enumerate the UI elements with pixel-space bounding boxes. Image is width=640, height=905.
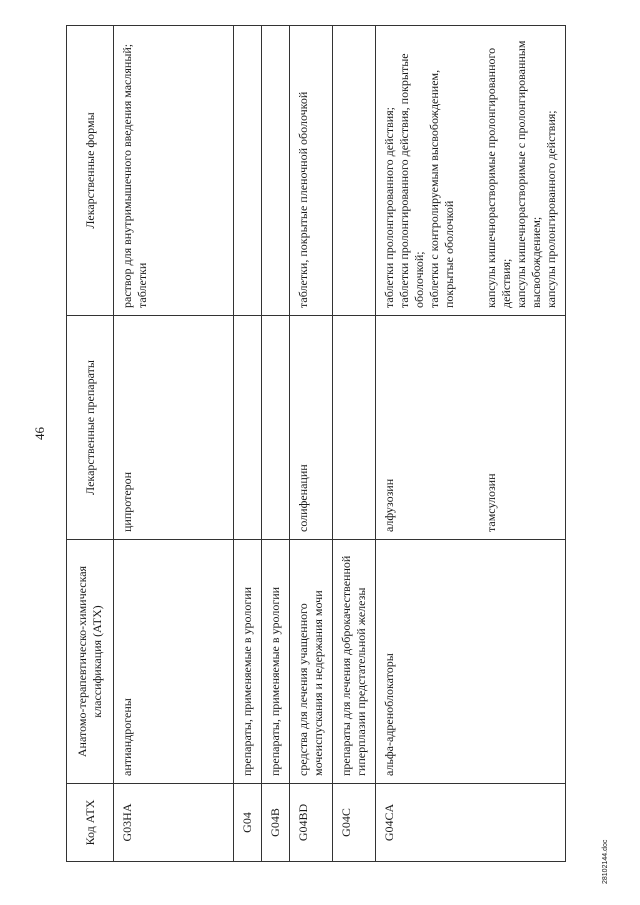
row-classification: альфа-адреноблокаторы xyxy=(376,540,566,784)
row-drug: алфузозин xyxy=(382,478,396,532)
form-line: таблетки xyxy=(135,262,149,308)
header-classification: Анатомо-терапевтическо-химическая классификация (АТХ) xyxy=(67,540,114,784)
row-code: G04CA xyxy=(376,784,566,862)
table-row xyxy=(114,26,234,862)
forms-group-1 xyxy=(382,33,484,308)
row-code: G04BD xyxy=(290,784,333,862)
atx-table xyxy=(66,25,566,862)
row-drug xyxy=(262,316,290,540)
row-drugs-cell xyxy=(376,316,566,540)
row-forms xyxy=(333,26,376,316)
form-line: раствор для внутримышечного введения масляный; xyxy=(120,43,134,308)
row-classification: препараты для лечения доброкачественной гиперплазии предстательной железы xyxy=(333,540,376,784)
form-line: капсулы кишечнорастворимые пролонгированного действия; xyxy=(484,47,513,308)
rotated-page xyxy=(20,10,630,890)
form-line: таблетки пролонгированного действия, покрытые оболочкой; xyxy=(397,53,426,308)
table-row xyxy=(234,26,262,862)
forms-group-2 xyxy=(484,33,559,308)
row-drug xyxy=(333,316,376,540)
row-forms xyxy=(114,26,234,316)
form-line: таблетки с контролируемым высвобождением, покрытые оболочкой xyxy=(427,69,456,308)
header-code: Код АТХ xyxy=(67,784,114,862)
form-line: капсулы пролонгированного действия; xyxy=(544,110,558,308)
header-drugs: Лекарственные препараты xyxy=(67,316,114,540)
footer-filename: 28102144.doc xyxy=(602,839,609,884)
row-forms xyxy=(376,26,566,316)
row-code: G04B xyxy=(262,784,290,862)
form-line: таблетки, покрытые пленочной оболочкой xyxy=(296,91,310,308)
row-classification: средства для лечения учащенного мочеиспускания и недержания мочи xyxy=(290,540,333,784)
form-line: капсулы кишечнорастворимые с пролонгированным высвобождением; xyxy=(514,40,543,308)
table-row xyxy=(376,26,566,862)
table-header-row xyxy=(67,26,114,862)
row-code: G03HA xyxy=(114,784,234,862)
row-forms xyxy=(234,26,262,316)
table-row xyxy=(290,26,333,862)
page-number: 46 xyxy=(32,427,47,440)
table-row xyxy=(262,26,290,862)
row-drug xyxy=(234,316,262,540)
header-forms: Лекарственные формы xyxy=(67,26,114,316)
row-forms xyxy=(262,26,290,316)
row-code: G04 xyxy=(234,784,262,862)
form-line: таблетки пролонгированного действия; xyxy=(382,106,396,308)
row-classification: антиандрогены xyxy=(114,540,234,784)
row-drug: ципротерон xyxy=(114,316,234,540)
row-forms xyxy=(290,26,333,316)
table-row xyxy=(333,26,376,862)
row-classification: препараты, применяемые в урологии xyxy=(234,540,262,784)
row-drug: солифенацин xyxy=(290,316,333,540)
row-drug-2: тамсулозин xyxy=(484,473,498,532)
row-classification: препараты, применяемые в урологии xyxy=(262,540,290,784)
row-code: G04C xyxy=(333,784,376,862)
